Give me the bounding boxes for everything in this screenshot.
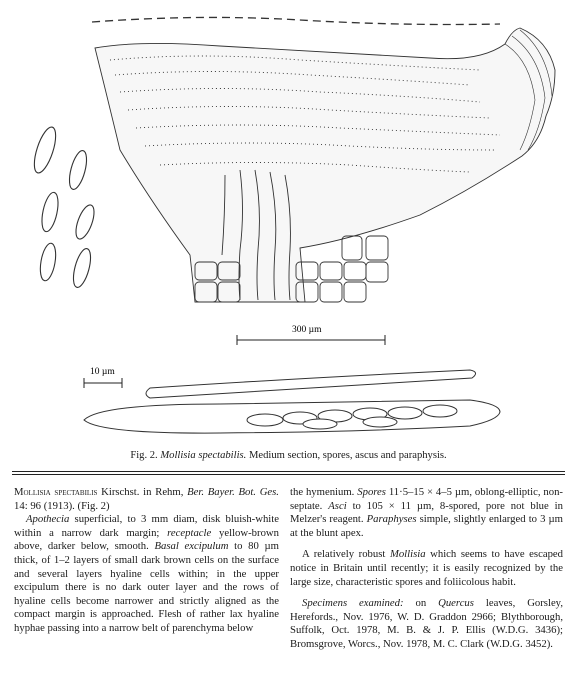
- spore: [30, 125, 60, 176]
- spore: [72, 203, 97, 242]
- remarks-paragraph: A relatively robust Mollisia which seems to have escaped notice in Britain until recently; it is easily recognized by the large size, characteristic spores and foliicolous habit.: [290, 548, 564, 588]
- scale-bar-300: [237, 335, 385, 345]
- specimens-paragraph: Specimens examined: on Quercus leaves, Gorsley, Herefords., Nov. 1976, W. D. Graddon 2966; Blythborough, Suffolk, Oct. 1978, M. B. & J. P. Ellis (W.D.G. 3436); Bromsgrove, Worcs., Nov. 1978, M. C. Clark (W.D.G. 3452).: [290, 597, 564, 650]
- spores: [30, 125, 98, 289]
- spore: [38, 242, 58, 282]
- caption-fig-num: Fig. 2.: [130, 450, 158, 461]
- apothecium-section: [95, 28, 555, 302]
- scale-label-10: 10 µm: [90, 367, 115, 377]
- figure-caption: [0, 450, 577, 461]
- scale-label-300: 300 µm: [292, 325, 322, 335]
- species-name: Mollisia spectabilis: [14, 486, 98, 498]
- spore: [39, 191, 61, 233]
- rule-lower: [12, 474, 565, 475]
- right-column: [290, 486, 563, 652]
- paraphysis: [146, 370, 476, 398]
- description-continued: the hymenium. Spores 11·5–15 × 4–5 µm, oblong-elliptic, non-septate. Asci to 105 × 11 µm, 8-spored, pore not blue in Melzer's reagent. Paraphyses simple, slightly enlarged to 3 µm at the blunt apex.: [290, 486, 563, 539]
- scale-bar-10: [84, 378, 122, 388]
- caption-species: Mollisia spectabilis.: [160, 450, 247, 461]
- ascus: [84, 400, 500, 433]
- left-column: [14, 486, 279, 636]
- spore: [70, 247, 94, 289]
- species-heading: Mollisia spectabilis Kirschst. in Rehm, Ber. Bayer. Bot. Ges. 14: 96 (1913). (Fig. 2): [14, 486, 279, 512]
- rule-upper: [12, 471, 565, 472]
- description-paragraph: Apothecia superficial, to 3 mm diam, disk bluish-white within a narrow dark margin; receptacle yellow-brown above, darker below, smooth. Basal excipulum to 80 µm thick, of 1–2 layers of small dark brown cells on the surface and several layers hyaline cells within; in the upper excipulum there is no dark outer layer and the rows of hyaline cells become narrower and strictly aligned as the compact margin is approached. Flesh of rather lax hyaline hyphae passing into a narrow belt of parenchyma below: [14, 513, 279, 634]
- spore: [66, 149, 90, 191]
- caption-text: Medium section, spores, ascus and paraphysis.: [248, 450, 447, 461]
- hymenium-dashed-outline: [92, 17, 500, 24]
